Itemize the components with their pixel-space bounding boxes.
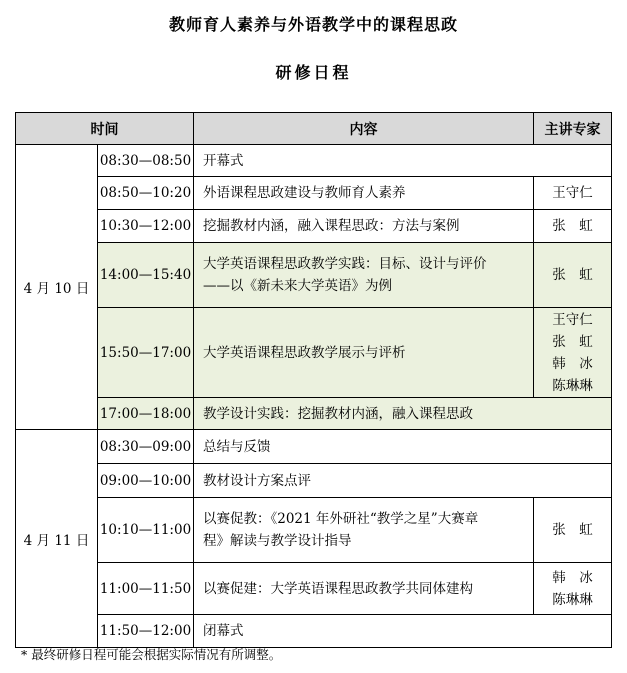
expert-name: 张 虹 <box>552 522 593 538</box>
session-time: 14:00—15:40 <box>98 243 194 308</box>
session-content <box>194 210 534 243</box>
expert-name: 张 虹 <box>552 218 593 234</box>
session-time: 08:30—09:00 <box>98 430 194 464</box>
session-experts <box>534 177 612 210</box>
session-experts <box>534 498 612 563</box>
content-line: 以赛促建：大学英语课程思政教学共同体建构 <box>203 580 473 597</box>
schedule-row <box>16 563 612 615</box>
session-time: 09:00—10:00 <box>98 464 194 498</box>
session-time: 10:30—12:00 <box>98 210 194 243</box>
page-title: 教师育人素养与外语教学中的课程思政 <box>168 15 458 34</box>
session-time: 10:10—11:00 <box>98 498 194 563</box>
session-content <box>194 563 534 615</box>
session-experts <box>534 563 612 615</box>
content-line: 教学设计实践：挖掘教材内涵，融入课程思政 <box>203 405 473 422</box>
content-line: 开幕式 <box>203 152 244 169</box>
session-experts <box>534 243 612 308</box>
content-line: 教材设计方案点评 <box>203 472 311 489</box>
session-time: 08:30—08:50 <box>98 145 194 177</box>
header-row <box>16 113 612 145</box>
content-line: 程》解读与教学设计指导 <box>203 533 352 549</box>
header-expert: 主讲专家 <box>534 113 612 145</box>
expert-name: 张 虹 <box>552 333 593 350</box>
expert-name: 陈琳琳 <box>552 591 593 608</box>
session-content <box>194 615 612 648</box>
session-content <box>194 308 534 398</box>
footnote: * 最终研修日程可能会根据实际情况有所调整。 <box>21 647 282 662</box>
expert-name: 王守仁 <box>552 185 593 201</box>
session-experts <box>534 308 612 398</box>
header-time: 时间 <box>16 113 194 145</box>
schedule-row <box>16 498 612 563</box>
session-content <box>194 145 612 177</box>
day-date: 4 月 10 日 <box>16 145 98 430</box>
schedule-row <box>16 615 612 648</box>
expert-name: 韩 冰 <box>552 355 593 372</box>
session-time: 15:50—17:00 <box>98 308 194 398</box>
content-line: 以赛促教：《2021 年外研社“教学之星”大赛章 <box>203 511 479 527</box>
content-line: 外语课程思政建设与教师育人素养 <box>203 185 406 201</box>
schedule-row <box>16 145 612 177</box>
content-line: 大学英语课程思政教学展示与评析 <box>203 344 406 361</box>
content-line: 总结与反馈 <box>203 438 271 455</box>
session-content <box>194 498 534 563</box>
schedule-row <box>16 177 612 210</box>
header-content: 内容 <box>194 113 534 145</box>
expert-name: 王守仁 <box>552 311 593 328</box>
session-time: 11:00—11:50 <box>98 563 194 615</box>
session-content <box>194 430 612 464</box>
session-experts <box>534 210 612 243</box>
schedule-table <box>15 112 612 648</box>
session-content <box>194 243 534 308</box>
expert-name: 韩 冰 <box>552 569 593 586</box>
session-content <box>194 464 612 498</box>
session-time: 17:00—18:00 <box>98 398 194 430</box>
schedule-row <box>16 398 612 430</box>
content-line: 闭幕式 <box>203 623 244 639</box>
schedule-row <box>16 430 612 464</box>
page-subtitle: 研修日程 <box>275 63 352 82</box>
session-time: 08:50—10:20 <box>98 177 194 210</box>
session-content <box>194 398 612 430</box>
schedule-body <box>16 145 612 648</box>
content-line: ——以《新未来大学英语》为例 <box>203 278 392 294</box>
content-line: 挖掘教材内涵，融入课程思政：方法与案例 <box>203 218 460 234</box>
schedule-row <box>16 308 612 398</box>
schedule-row <box>16 243 612 308</box>
schedule-row <box>16 210 612 243</box>
expert-name: 张 虹 <box>552 267 593 283</box>
schedule-row <box>16 464 612 498</box>
expert-name: 陈琳琳 <box>552 377 593 394</box>
session-time: 11:50—12:00 <box>98 615 194 648</box>
day-date: 4 月 11 日 <box>16 430 98 648</box>
content-line: 大学英语课程思政教学实践：目标、设计与评价 <box>203 256 487 272</box>
session-content <box>194 177 534 210</box>
